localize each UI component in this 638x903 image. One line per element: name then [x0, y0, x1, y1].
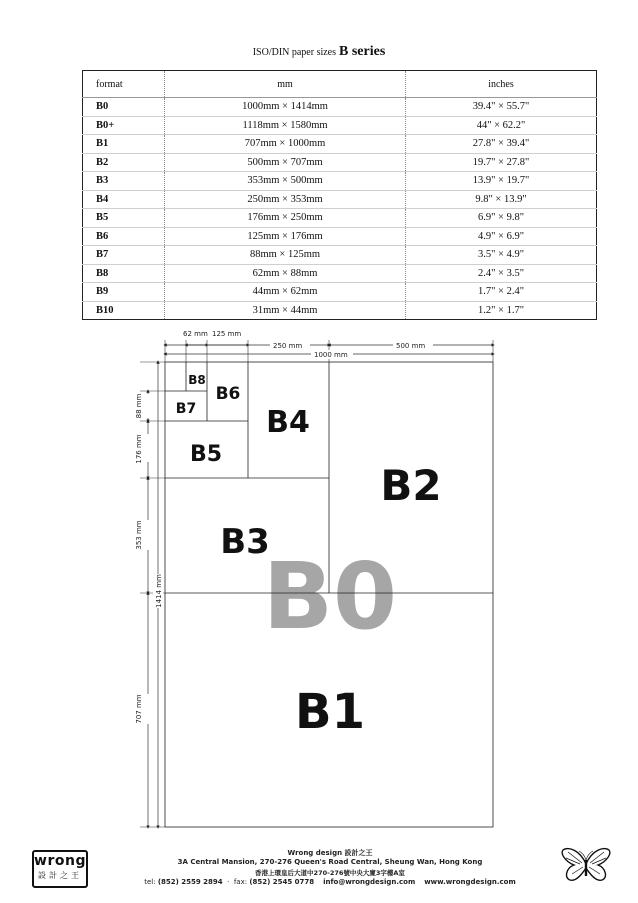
cell-inches: 13.9" × 19.7": [406, 172, 597, 191]
cell-inches: 9.8" × 13.9": [406, 190, 597, 209]
dim-label-88: 88 mm: [135, 393, 143, 419]
dim-label-1414: 1414 mm: [155, 574, 163, 608]
header-mm: mm: [165, 71, 406, 98]
label-b2: B2: [380, 461, 442, 510]
cell-inches: 39.4" × 55.7": [406, 98, 597, 117]
cell-mm: 88mm × 125mm: [165, 246, 406, 265]
company-logo: [32, 850, 88, 888]
email-link[interactable]: info@wrongdesign.com: [323, 878, 416, 886]
cell-inches: 44" × 62.2": [406, 116, 597, 135]
logo-word: wrong: [34, 853, 86, 869]
cell-mm: 62mm × 88mm: [165, 264, 406, 283]
cell-format: B0+: [83, 116, 165, 135]
label-b0: B0: [262, 543, 398, 650]
butterfly-icon: [560, 846, 612, 886]
website-link[interactable]: www.wrongdesign.com: [424, 878, 516, 886]
cell-format: B6: [83, 227, 165, 246]
table-row: [83, 135, 597, 154]
label-b7: B7: [175, 401, 197, 417]
tel-label: tel:: [144, 878, 156, 886]
footer-address-cn: 香港上環皇后大道中270-276號中央大廈3字樓A室: [255, 869, 405, 877]
cell-mm: 1118mm × 1580mm: [165, 116, 406, 135]
cell-mm: 500mm × 707mm: [165, 153, 406, 172]
cell-format: B5: [83, 209, 165, 228]
cell-format: B2: [83, 153, 165, 172]
dim-label-1000: 1000 mm: [314, 351, 348, 359]
dim-label-176: 176 mm: [135, 434, 143, 464]
cell-inches: 27.8" × 39.4": [406, 135, 597, 154]
tel-number: (852) 2559 2894: [157, 878, 223, 886]
cell-inches: 2.4" × 3.5": [406, 264, 597, 283]
cell-mm: 125mm × 176mm: [165, 227, 406, 246]
table-row: [83, 190, 597, 209]
cell-inches: 1.2" × 1.7": [478, 304, 524, 316]
cell-format: B1: [83, 135, 165, 154]
dim-label-250: 250 mm: [273, 342, 303, 350]
cell-format: B3: [83, 172, 165, 191]
title-prefix: ISO/DIN paper sizes: [252, 47, 337, 58]
footer-address: 3A Central Mansion, 270-276 Queen's Road Central, Sheung Wan, Hong Kong: [177, 858, 483, 866]
cell-format: B0: [83, 98, 165, 117]
cell-format: B7: [83, 246, 165, 265]
fax-label: fax:: [233, 878, 248, 886]
b-series-diagram: [0, 320, 638, 835]
cell-mm: 31mm × 44mm: [165, 301, 406, 320]
cell-format: B4: [83, 190, 165, 209]
cell-format: B9: [83, 283, 165, 302]
label-b5: B5: [189, 442, 223, 467]
footer-company: Wrong design 設計之王: [287, 849, 373, 857]
cell-format: B8: [83, 264, 165, 283]
cell-inches: 1.7" × 2.4": [406, 283, 597, 302]
table-row: [83, 172, 597, 191]
table-row: [83, 227, 597, 246]
dim-label-707: 707 mm: [135, 694, 143, 724]
table-row: [83, 116, 597, 135]
cell-mm: 353mm × 500mm: [165, 172, 406, 191]
cell-mm: 250mm × 353mm: [165, 190, 406, 209]
table-row: [83, 209, 597, 228]
label-b1: B1: [295, 684, 365, 740]
logo-sub: 設計之王: [38, 871, 82, 880]
footer-contacts: tel: (852) 2559 2894 · fax: (852) 2545 0778 info@wrongdesign.com www.wrongdesign.com: [144, 878, 516, 886]
cell-inches: 4.9" × 6.9": [406, 227, 597, 246]
label-b6: B6: [215, 384, 241, 404]
table-header-row: [83, 71, 597, 98]
header-inches: inches: [406, 71, 597, 98]
table-row: [83, 98, 597, 117]
table-row: [83, 301, 597, 320]
cell-inches: 3.5" × 4.9": [406, 246, 597, 265]
cell-mm: 1000mm × 1414mm: [165, 98, 406, 117]
label-b8: B8: [188, 373, 206, 387]
cell-inches: 6.9" × 9.8": [406, 209, 597, 228]
cell-inches: 19.7" × 27.8": [406, 153, 597, 172]
fax-number: (852) 2545 0778: [249, 878, 315, 886]
label-b3: B3: [220, 522, 270, 562]
label-b4: B4: [266, 405, 310, 440]
paper-size-table: [82, 70, 597, 320]
table-row: [83, 246, 597, 265]
dim-label-353: 353 mm: [135, 520, 143, 550]
title-series: B series: [339, 44, 386, 59]
header-format: format: [83, 71, 165, 98]
cell-mm: 44mm × 62mm: [165, 283, 406, 302]
cell-mm: 176mm × 250mm: [165, 209, 406, 228]
table-row: [83, 264, 597, 283]
page-title: [0, 44, 638, 60]
dim-label-500: 500 mm: [396, 342, 426, 350]
dim-label-62: 62 mm: [183, 330, 208, 338]
table-row: [83, 153, 597, 172]
cell-mm: 707mm × 1000mm: [165, 135, 406, 154]
table-row: [83, 283, 597, 302]
cell-format: B10: [96, 304, 114, 316]
dim-label-125: 125 mm: [212, 330, 242, 338]
